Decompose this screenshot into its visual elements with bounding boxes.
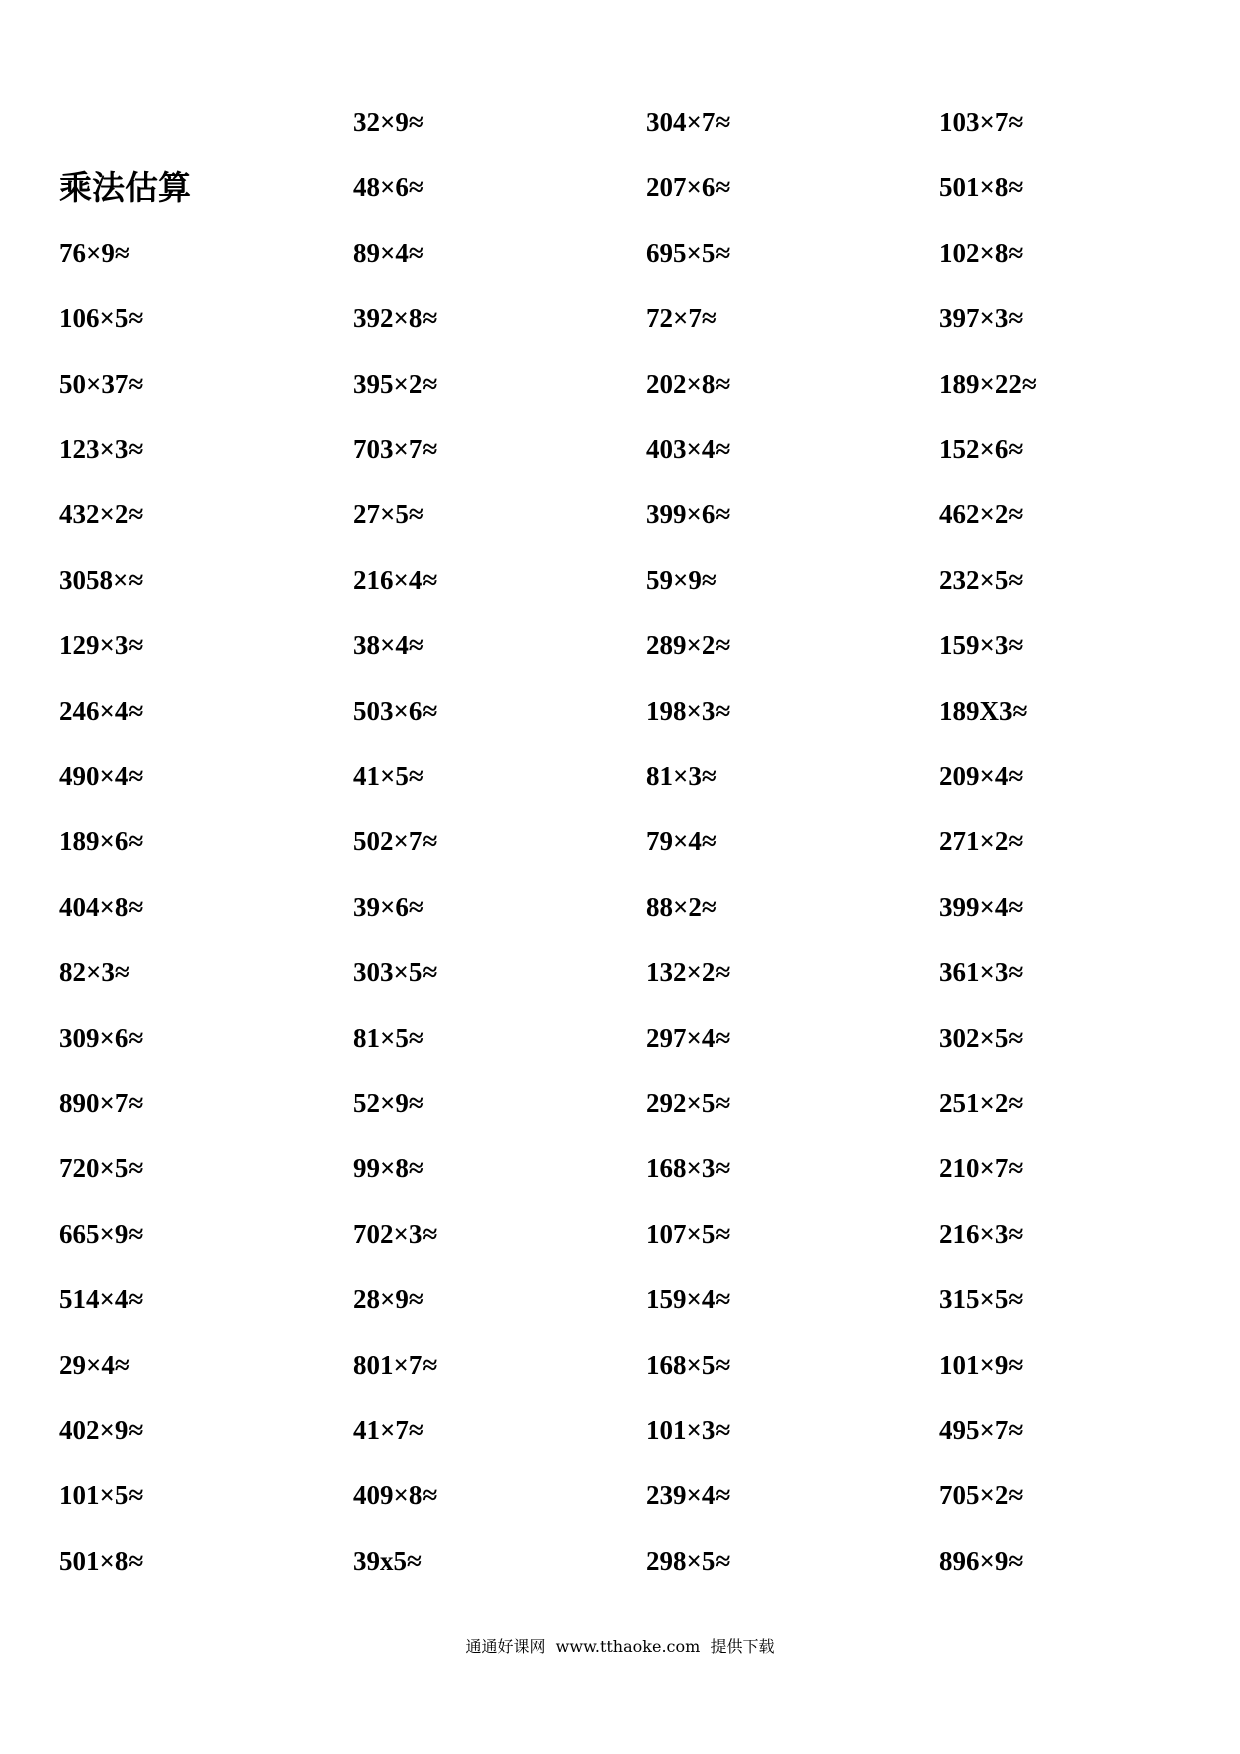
problem-item: 103×7≈ xyxy=(939,107,1024,137)
problem-item: 39×6≈ xyxy=(353,892,424,922)
problem-item: 399×6≈ xyxy=(646,499,731,529)
problem-item: 297×4≈ xyxy=(646,1023,731,1053)
problem-item: 395×2≈ xyxy=(353,369,438,399)
problem-item: 239×4≈ xyxy=(646,1480,731,1510)
worksheet-title: 乘法估算 xyxy=(59,168,191,207)
problem-item: 52×9≈ xyxy=(353,1088,424,1118)
problem-item: 303×5≈ xyxy=(353,957,438,987)
problem-item: 32×9≈ xyxy=(353,107,424,137)
problem-item: 159×3≈ xyxy=(939,630,1024,660)
problem-item: 289×2≈ xyxy=(646,630,731,660)
problem-item: 207×6≈ xyxy=(646,172,731,202)
problem-item: 304×7≈ xyxy=(646,107,731,137)
problem-item: 302×5≈ xyxy=(939,1023,1024,1053)
problem-item: 41×5≈ xyxy=(353,761,424,791)
problem-item: 106×5≈ xyxy=(59,303,144,333)
problem-item: 41×7≈ xyxy=(353,1415,424,1445)
problem-item: 216×3≈ xyxy=(939,1219,1024,1249)
problem-item: 38×4≈ xyxy=(353,630,424,660)
problem-item: 72×7≈ xyxy=(646,303,717,333)
problem-item: 232×5≈ xyxy=(939,565,1024,595)
problem-item: 81×3≈ xyxy=(646,761,717,791)
problem-item: 189×6≈ xyxy=(59,826,144,856)
problem-item: 88×2≈ xyxy=(646,892,717,922)
problem-item: 48×6≈ xyxy=(353,172,424,202)
problem-item: 29×4≈ xyxy=(59,1350,130,1380)
problem-item: 198×3≈ xyxy=(646,696,731,726)
problem-item: 315×5≈ xyxy=(939,1284,1024,1314)
problem-item: 503×6≈ xyxy=(353,696,438,726)
problem-item: 298×5≈ xyxy=(646,1546,731,1576)
problem-item: 79×4≈ xyxy=(646,826,717,856)
problem-item: 202×8≈ xyxy=(646,369,731,399)
problem-item: 720×5≈ xyxy=(59,1153,144,1183)
footer-credit: 通通好课网 www.tthaoke.com 提供下载 xyxy=(465,1637,775,1656)
problem-item: 132×2≈ xyxy=(646,957,731,987)
problem-item: 59×9≈ xyxy=(646,565,717,595)
problem-item: 101×5≈ xyxy=(59,1480,144,1510)
problem-item: 514×4≈ xyxy=(59,1284,144,1314)
problem-item: 99×8≈ xyxy=(353,1153,424,1183)
problem-item: 27×5≈ xyxy=(353,499,424,529)
problem-item: 501×8≈ xyxy=(939,172,1024,202)
problem-item: 210×7≈ xyxy=(939,1153,1024,1183)
problem-item: 39x5≈ xyxy=(353,1546,422,1576)
problem-item: 216×4≈ xyxy=(353,565,438,595)
problem-item: 152×6≈ xyxy=(939,434,1024,464)
problem-item: 309×6≈ xyxy=(59,1023,144,1053)
problem-item: 168×5≈ xyxy=(646,1350,731,1380)
problem-item: 123×3≈ xyxy=(59,434,144,464)
problem-item: 76×9≈ xyxy=(59,238,130,268)
problem-item: 107×5≈ xyxy=(646,1219,731,1249)
problem-item: 501×8≈ xyxy=(59,1546,144,1576)
problem-item: 129×3≈ xyxy=(59,630,144,660)
problem-item: 101×9≈ xyxy=(939,1350,1024,1380)
problem-item: 705×2≈ xyxy=(939,1480,1024,1510)
problem-item: 399×4≈ xyxy=(939,892,1024,922)
problem-item: 3058×≈ xyxy=(59,565,144,595)
problem-item: 189×22≈ xyxy=(939,369,1037,399)
problem-item: 168×3≈ xyxy=(646,1153,731,1183)
problem-item: 409×8≈ xyxy=(353,1480,438,1510)
problem-item: 189X3≈ xyxy=(939,696,1028,726)
problem-item: 246×4≈ xyxy=(59,696,144,726)
problem-item: 89×4≈ xyxy=(353,238,424,268)
problem-item: 101×3≈ xyxy=(646,1415,731,1445)
problem-item: 159×4≈ xyxy=(646,1284,731,1314)
problem-item: 890×7≈ xyxy=(59,1088,144,1118)
problem-item: 896×9≈ xyxy=(939,1546,1024,1576)
problem-item: 703×7≈ xyxy=(353,434,438,464)
problem-item: 102×8≈ xyxy=(939,238,1024,268)
problem-item: 495×7≈ xyxy=(939,1415,1024,1445)
problem-item: 397×3≈ xyxy=(939,303,1024,333)
problem-item: 82×3≈ xyxy=(59,957,130,987)
problem-item: 392×8≈ xyxy=(353,303,438,333)
problem-item: 209×4≈ xyxy=(939,761,1024,791)
problem-item: 81×5≈ xyxy=(353,1023,424,1053)
problem-item: 402×9≈ xyxy=(59,1415,144,1445)
problem-item: 502×7≈ xyxy=(353,826,438,856)
problem-item: 801×7≈ xyxy=(353,1350,438,1380)
problem-item: 251×2≈ xyxy=(939,1088,1024,1118)
problem-item: 271×2≈ xyxy=(939,826,1024,856)
problem-item: 702×3≈ xyxy=(353,1219,438,1249)
problem-item: 432×2≈ xyxy=(59,499,144,529)
problem-item: 490×4≈ xyxy=(59,761,144,791)
problem-item: 462×2≈ xyxy=(939,499,1024,529)
problem-item: 292×5≈ xyxy=(646,1088,731,1118)
problem-item: 665×9≈ xyxy=(59,1219,144,1249)
problem-item: 404×8≈ xyxy=(59,892,144,922)
problem-item: 50×37≈ xyxy=(59,369,144,399)
problem-item: 28×9≈ xyxy=(353,1284,424,1314)
problem-item: 361×3≈ xyxy=(939,957,1024,987)
problem-item: 695×5≈ xyxy=(646,238,731,268)
problem-item: 403×4≈ xyxy=(646,434,731,464)
